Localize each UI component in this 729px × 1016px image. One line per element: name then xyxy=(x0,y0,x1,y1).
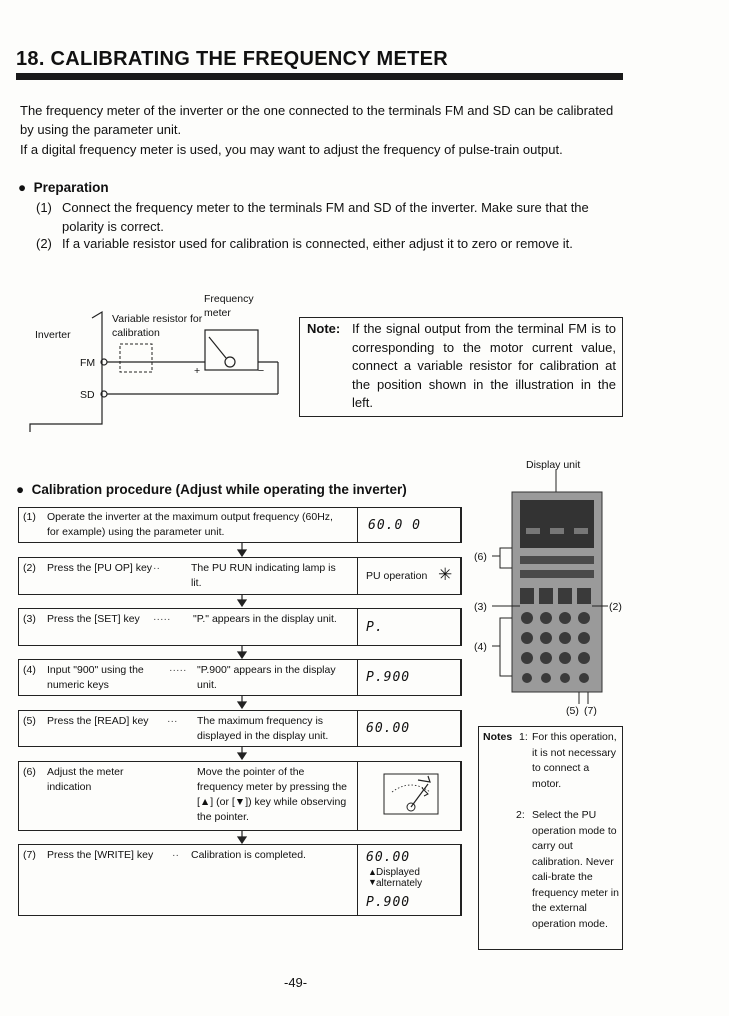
display-readout: P. xyxy=(366,620,384,635)
step-action: Operate the inverter at the maximum output frequency (60Hz, for example) using the parameter unit. xyxy=(47,511,333,538)
alternate-arrows-icon: ▲ ▼ xyxy=(368,867,377,887)
preparation-title: Preparation xyxy=(33,180,109,195)
step-num: (5) xyxy=(23,715,36,727)
step-num: (7) xyxy=(23,849,36,861)
intro-paragraph-1: The frequency meter of the inverter or the one connected to the terminals FM and SD can be calibrated by using the parameter unit. xyxy=(20,103,614,137)
prep-item-1: Connect the frequency meter to the terminals FM and SD of the inverter. Make sure that the polarity is correct. xyxy=(62,200,589,234)
step-result: "P." appears in the display unit. xyxy=(193,613,337,625)
prep-num-1: (1) xyxy=(36,200,52,215)
step-dots: ·· xyxy=(153,562,160,574)
sd-terminal-label: SD xyxy=(80,389,95,401)
step-action: Input "900" using the numeric keys xyxy=(47,664,144,691)
note-label: Note: xyxy=(307,321,341,336)
prep-item-2: If a variable resistor used for calibration is connected, either adjust it to zero or remove it. xyxy=(62,236,573,251)
step-dots: ··· xyxy=(167,715,178,727)
callout-7: (7) xyxy=(584,705,597,717)
display-unit-label: Display unit xyxy=(526,459,581,471)
page-number: -49- xyxy=(284,975,308,990)
step-action: Adjust the meter indication xyxy=(47,766,124,793)
step-result: Move the pointer of the frequency meter by pressing the [▲] (or [▼]) key while observing the pointer. xyxy=(197,766,347,823)
step-dots: ·· xyxy=(172,849,179,861)
lamp-lit-icon: ✳ xyxy=(438,565,453,584)
alternate-display-readout: P.900 xyxy=(366,895,411,910)
notes-text-2: Select the PU operation mode to carry out calibration. Never cali-brate the frequency meter in the external operation mode. xyxy=(532,809,619,930)
notes-num-2: 2: xyxy=(516,809,525,821)
step-result: The maximum frequency is displayed in the display unit. xyxy=(197,715,329,742)
calibration-title: Calibration procedure (Adjust while operating the inverter) xyxy=(31,482,407,497)
step-result: The PU RUN indicating lamp is lit. xyxy=(191,562,336,589)
step-action: Press the [WRITE] key xyxy=(47,849,154,861)
notes-label: Notes xyxy=(483,731,513,743)
fm-terminal-label: FM xyxy=(80,357,96,369)
step-num: (2) xyxy=(23,562,36,574)
notes-num-1: 1: xyxy=(519,731,528,743)
display-readout: 60.0 0 xyxy=(368,518,421,533)
step-result: Calibration is completed. xyxy=(191,849,306,861)
step-dots: ····· xyxy=(169,664,187,676)
step-result: "P.900" appears in the display unit. xyxy=(197,664,336,691)
bullet-icon: ● xyxy=(18,180,34,195)
note-text: If the signal output from the terminal FM is to corresponding to the motor current value, connect a variable resistor for calibration at the position shown in the illustration in the left. xyxy=(352,321,616,410)
inverter-label: Inverter xyxy=(35,329,71,341)
step-action: Press the [READ] key xyxy=(47,715,149,727)
callout-4: (4) xyxy=(474,641,487,653)
step-action: Press the [SET] key xyxy=(47,613,140,625)
callout-5: (5) xyxy=(566,705,579,717)
step-action: Press the [PU OP] key xyxy=(47,562,153,574)
step-num: (3) xyxy=(23,613,36,625)
callout-6: (6) xyxy=(474,551,487,563)
notes-text-1: For this operation, it is not necessary to connect a motor. xyxy=(532,731,617,790)
intro-paragraph-2: If a digital frequency meter is used, you may want to adjust the frequency of pulse-train output. xyxy=(20,142,563,157)
alternate-label: Displayed alternately xyxy=(376,867,423,889)
display-readout: P.900 xyxy=(366,670,411,685)
display-readout: 60.00 xyxy=(366,850,411,865)
resistor-label: Variable resistor for calibration xyxy=(112,313,203,339)
page-title: 18. CALIBRATING THE FREQUENCY METER xyxy=(16,48,449,70)
step-num: (4) xyxy=(23,664,36,676)
bullet-icon: ● xyxy=(16,482,32,497)
step-dots: ····· xyxy=(153,613,171,625)
display-readout: 60.00 xyxy=(366,721,411,736)
side-notes-box xyxy=(478,726,623,950)
step-num: (1) xyxy=(23,511,36,523)
callout-2: (2) xyxy=(609,601,622,613)
prep-num-2: (2) xyxy=(36,236,52,251)
step-num: (6) xyxy=(23,766,36,778)
display-readout: PU operation xyxy=(366,570,428,582)
meter-label: Frequency meter xyxy=(204,293,254,319)
minus-sign: − xyxy=(258,365,265,377)
plus-sign: + xyxy=(194,365,201,377)
callout-3: (3) xyxy=(474,601,487,613)
